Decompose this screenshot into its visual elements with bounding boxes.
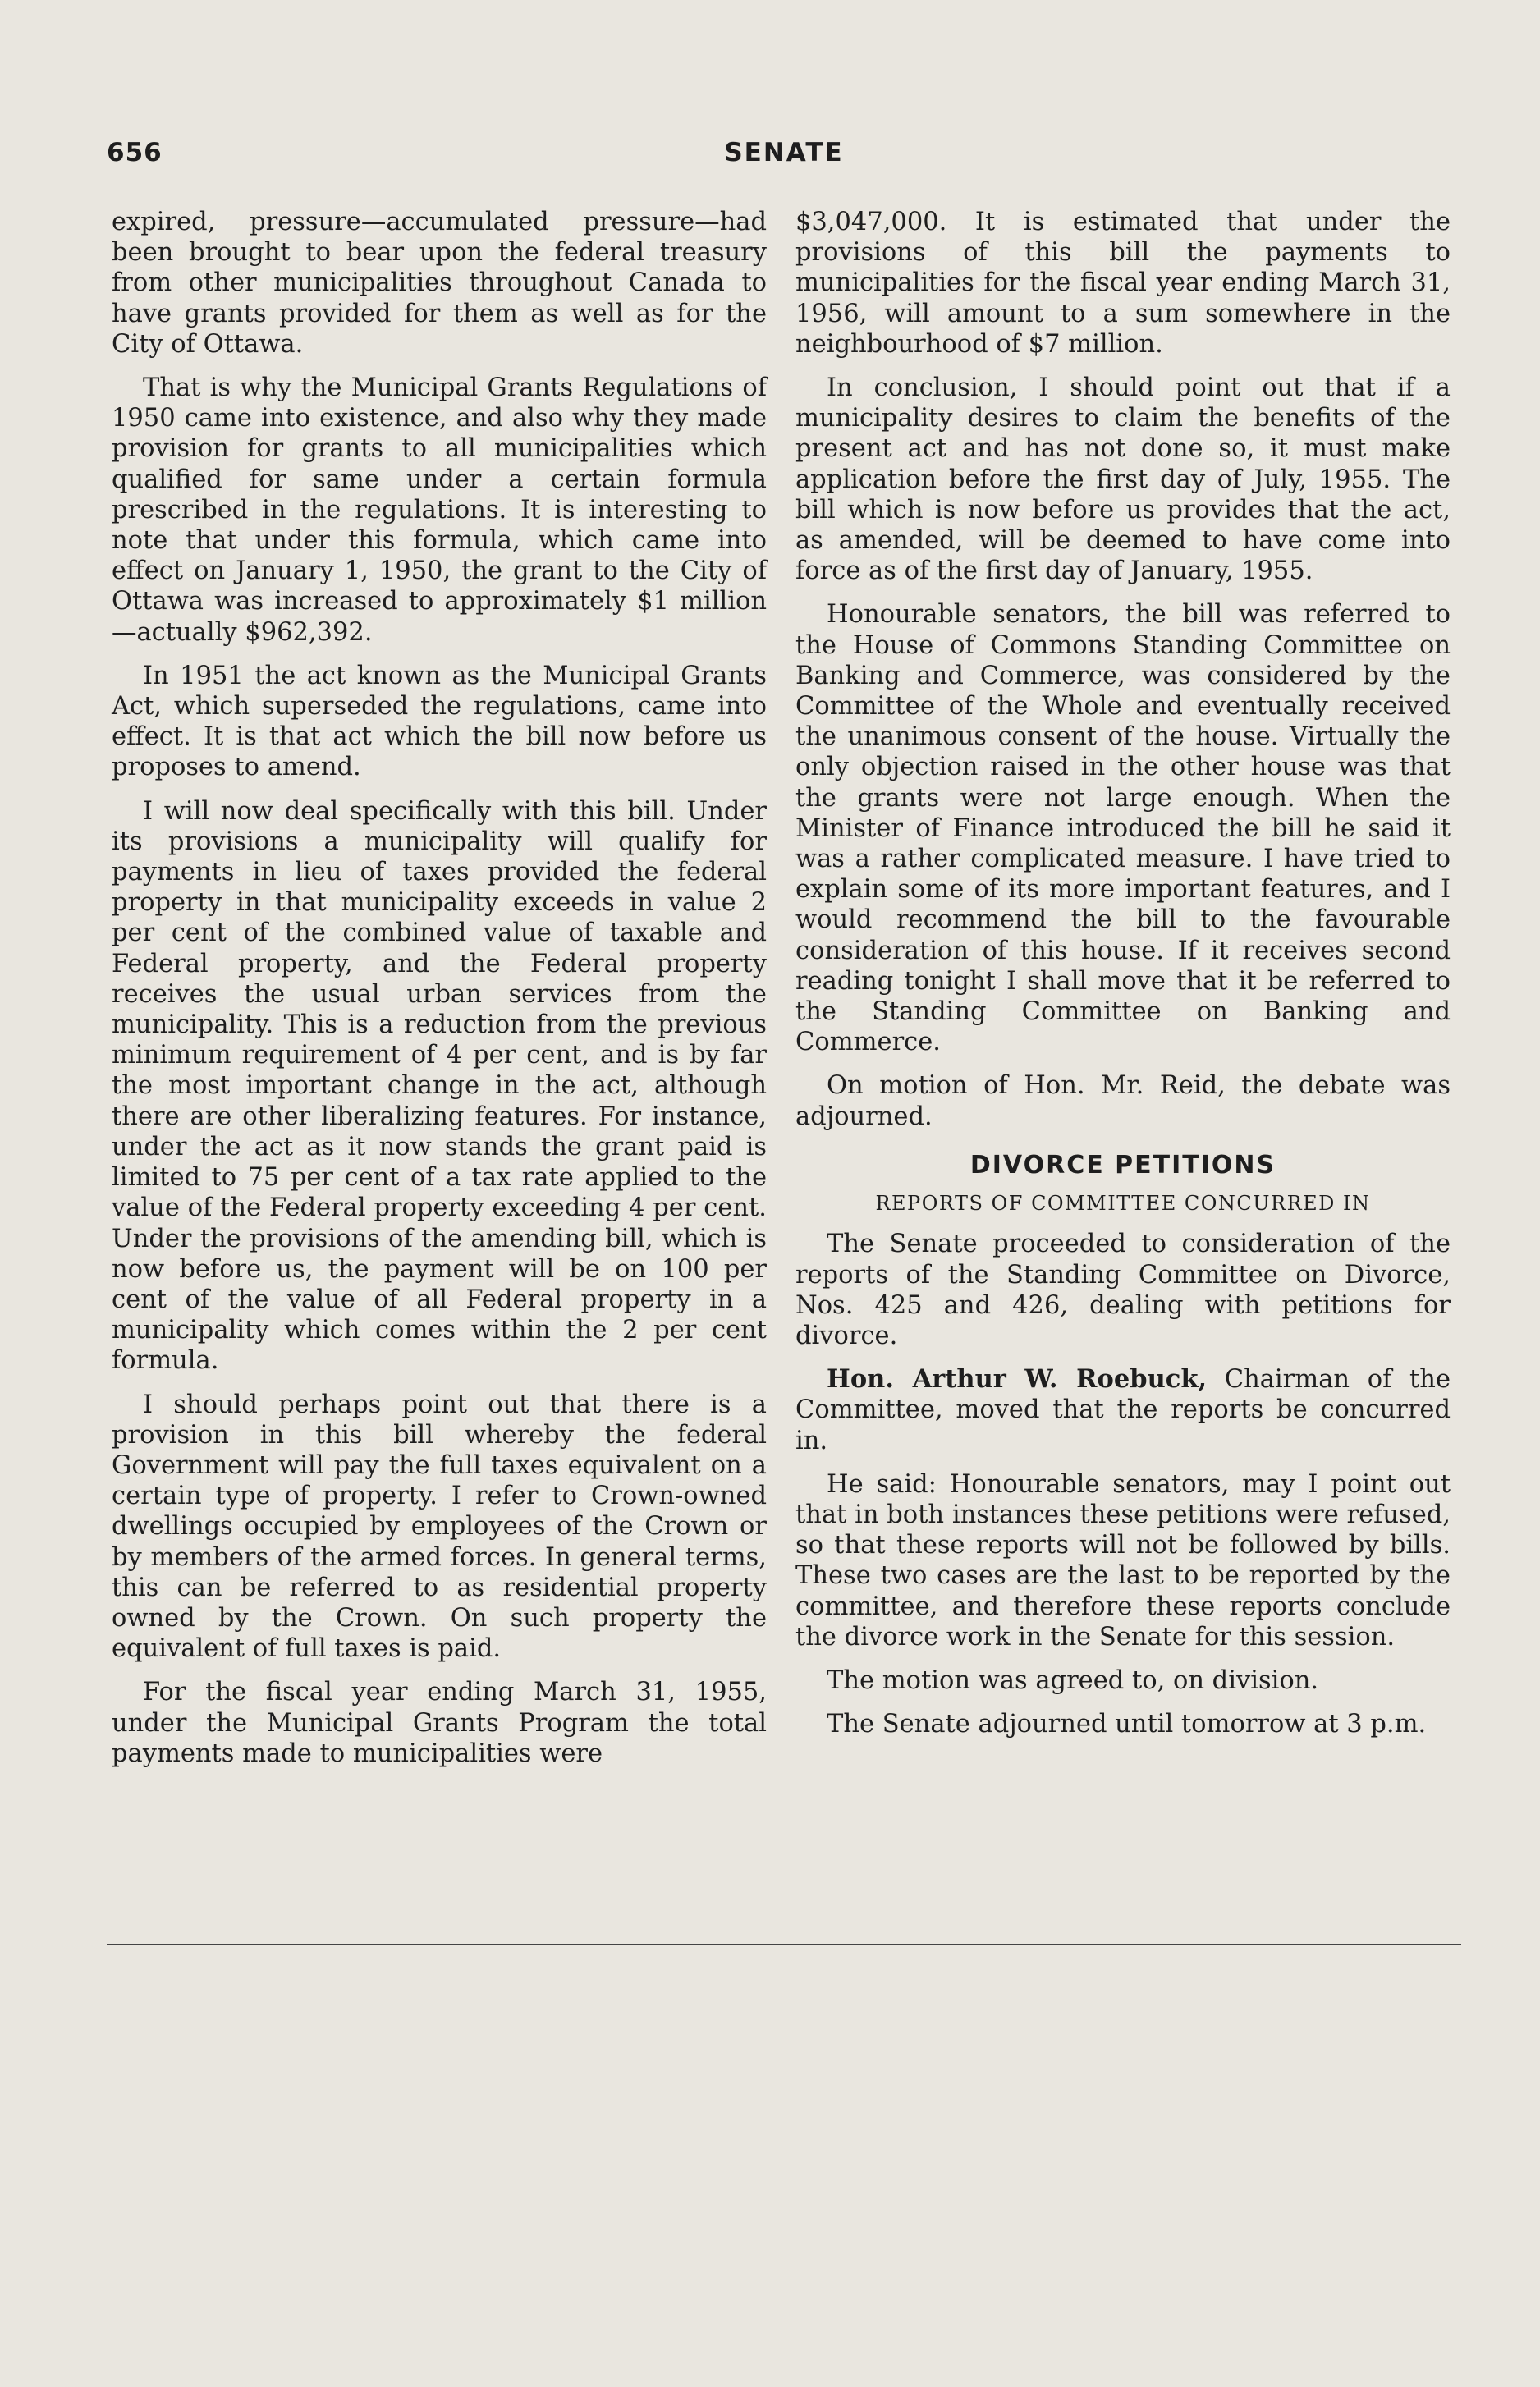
- paragraph: expired, pressure—accumulated pressure—had been brought to bear upon the federal treasury from other municipalities throughout Canada to have grants provided for them as well as for the City of Ottawa.: [112, 208, 767, 359]
- paragraph: I will now deal specifically with this bill. Under its provisions a municipality will qualify for payments in lieu of taxes provided the federal property in that municipality exceeds in value 2 per cent of the combined value of taxable and Federal property, and the Federal property receives the usual urban services from the municipality. This is a reduction from the previous minimum requirement of 4 per cent, and is by far the most important change in the act, although there are other liberalizing features. For instance, under the act as it now stands the grant paid is limited to 75 per cent of a tax rate applied to the value of the Federal property exceeding 4 per cent. Under the provisions of the amending bill, which is now before us, the payment will be on 100 per cent of the value of all Federal property in a municipality which comes within the 2 per cent formula.: [112, 796, 767, 1376]
- page-header: [107, 138, 1461, 187]
- left-column: [112, 207, 767, 1782]
- paragraph: The Senate adjourned until tomorrow at 3 p.m.: [827, 1710, 1427, 1739]
- paragraph: Honourable senators, the bill was referred to the House of Commons Standing Committee on Banking and Commerce, was considered by the Committee of the Whole and eventually received the unanimous consent of the house. Virtually the only objection raised in the other house was that the grants were not large enough. When the Minister of Finance introduced the bill he said it was a rather complicated measure. I have tried to explain some of its more important features, and I would recommend the bill to the favourable consideration of this house. If it receives second reading tonight I shall move that it be referred to the Standing Committee on Banking and Commerce.: [795, 600, 1451, 1057]
- right-column: [795, 207, 1451, 1752]
- paragraph: The motion was agreed to, on division.: [827, 1665, 1319, 1695]
- paragraph: He said: Honourable senators, may I point out that in both instances these petitions were refused, so that these reports will not be followed by bills. These two cases are the last to be reported by the committee, and therefore these reports conclude the divorce work in the Senate for this session.: [795, 1469, 1451, 1652]
- paragraph: I should perhaps point out that there is a provision in this bill whereby the federal Government will pay the full taxes equivalent on a certain type of property. I refer to Crown-owned dwellings occupied by employees of the Crown or by members of the armed forces. In general terms, this can be referred to as residential property owned by the Crown. On such property the equivalent of full taxes is paid.: [112, 1390, 767, 1664]
- paragraph: In conclusion, I should point out that if a municipality desires to claim the benefits of the present act and has not done so, it must make application before the first day of July, 1955. The bill which is now before us provides that the act, as amended, will be deemed to have come into force as of the first day of January, 1955.: [795, 373, 1451, 586]
- speaker-name: Hon. Arthur W. Roebuck,: [827, 1364, 1208, 1395]
- paragraph: For the fiscal year ending March 31, 1955, under the Municipal Grants Program the total payments made to municipalities were: [112, 1678, 767, 1768]
- section-subheading: REPORTS OF COMMITTEE CONCURRED IN: [875, 1192, 1371, 1216]
- paragraph-speaker: [795, 1364, 1451, 1456]
- bottom-rule: [107, 1944, 1461, 1945]
- paragraph: That is why the Municipal Grants Regulations of 1950 came into existence, and also why they made provision for grants to all municipalities which qualified for same under a certain formula prescribed in the regulations. It is interesting to note that under this formula, which came into effect on January 1, 1950, the grant to the City of Ottawa was increased to approximately $1 million—actually $962,392.: [112, 373, 767, 647]
- paragraph: On motion of Hon. Mr. Reid, the debate was adjourned.: [795, 1071, 1451, 1131]
- speaker-text: Chairman of the Committee, moved that the reports be concurred in.: [795, 1365, 1451, 1455]
- paragraph: In 1951 the act known as the Municipal Grants Act, which superseded the regulations, came into effect. It is that act which the bill now before us proposes to amend.: [112, 661, 767, 782]
- running-head: SENATE: [724, 138, 844, 167]
- paragraph: The Senate proceeded to consideration of the reports of the Standing Committee on Divorce, Nos. 425 and 426, dealing with petitions for divorce.: [795, 1230, 1451, 1350]
- paragraph: $3,047,000. It is estimated that under the provisions of this bill the payments to municipalities for the fiscal year ending March 31, 1956, will amount to a sum somewhere in the neighbourhood of $7 million.: [795, 208, 1451, 359]
- section-heading: DIVORCE PETITIONS: [969, 1150, 1276, 1180]
- page-number: 656: [107, 138, 163, 167]
